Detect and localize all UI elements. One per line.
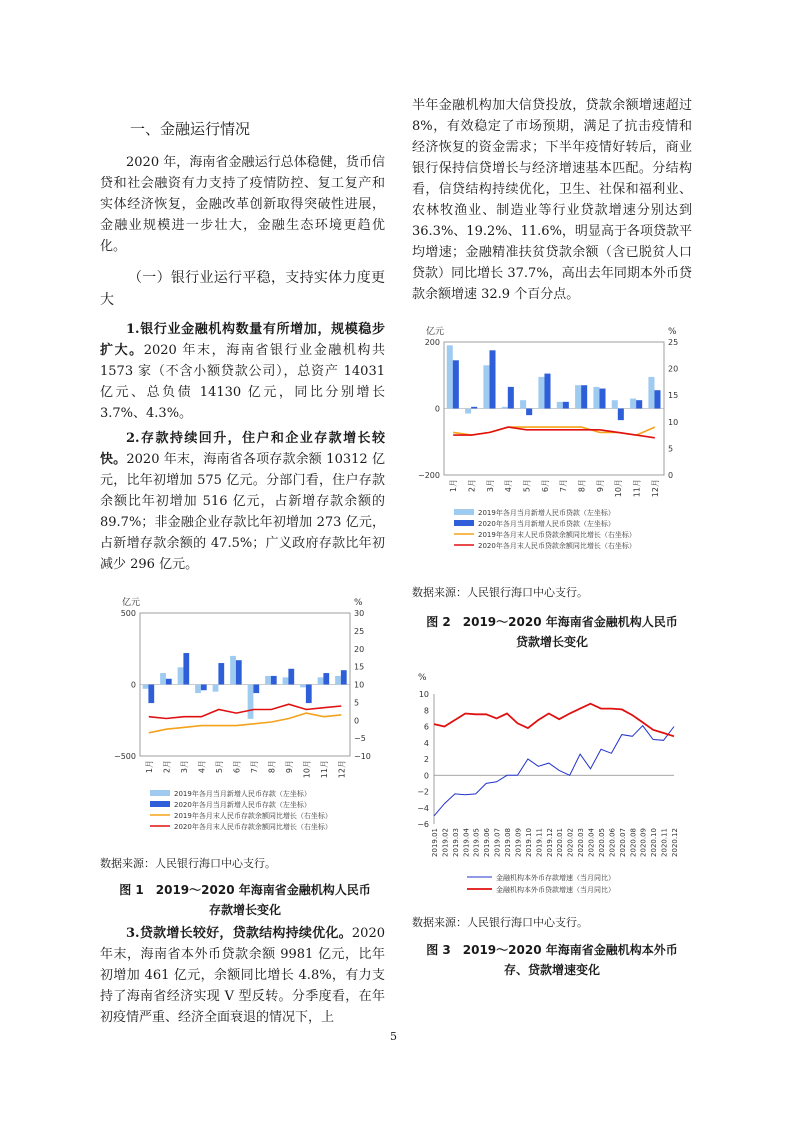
fig1-line-2019 [149, 713, 341, 733]
figure-1-caption-line2: 存款增长变化 [208, 903, 281, 917]
fig2-bar-2019 [447, 345, 453, 408]
paragraph-1 [100, 319, 385, 424]
fig1-right-unit: % [354, 598, 363, 608]
fig3-x-label: 2020.05 [597, 828, 606, 857]
fig1-bar-2019 [143, 685, 149, 689]
fig1-bar-2020 [271, 676, 277, 685]
fig3-y-tick: −4 [417, 803, 429, 813]
fig1-bar-2019 [335, 676, 341, 685]
fig3-y-tick: 4 [423, 738, 429, 748]
fig2-category-label: 8月 [577, 479, 587, 493]
fig1-right-tick: 25 [354, 626, 365, 636]
fig2-right-tick: 15 [668, 391, 679, 401]
fig2-left-tick: −200 [418, 471, 440, 480]
paragraph-3-title: 3.贷款增长较好，贷款结构持续优化。 [126, 926, 352, 941]
fig1-right-tick: 15 [354, 662, 365, 672]
fig3-x-label: 2020.07 [618, 828, 627, 857]
figure-2-chart [412, 318, 702, 573]
figure-3-caption-line1: 图 3 2019～2020 年海南省金融机构本外币 [426, 943, 678, 957]
fig3-x-label: 2019.07 [493, 828, 502, 857]
fig1-bar-2019 [213, 685, 219, 692]
paragraph-3 [100, 923, 385, 1028]
fig1-bar-2020 [201, 685, 207, 691]
fig1-category-label: 8月 [267, 760, 277, 774]
fig1-right-tick: 5 [354, 698, 360, 708]
fig2-legend-label: 2019年各月末人民币贷款余额同比增长（右坐标） [478, 531, 636, 539]
fig2-legend-swatch [454, 520, 474, 526]
fig3-x-label: 2020.12 [671, 828, 679, 857]
fig3-y-tick: 10 [418, 690, 429, 699]
paragraph-2-title: 2.存款持续回升，住户和企业存款增长较快。 [100, 431, 385, 467]
right-column [412, 95, 692, 305]
paragraph-2-text: 2020 年末，海南省各项存款余额 10312 亿元，比年初增加 575 亿元。分部门看，住户存款余额比年初增加 516 亿元，占新增存款余额的 89.7%；非金融企业存款比年初增加 273 亿元，占新增存款余额的 47.5%；广义政府存款比年初减少 296 亿元。 [100, 452, 385, 572]
fig3-y-tick: 8 [423, 706, 429, 716]
fig1-bar-2020 [306, 685, 312, 704]
fig2-legend-swatch [454, 509, 474, 515]
fig3-line-deposit [434, 726, 674, 816]
fig3-x-label: 2020.11 [660, 828, 669, 857]
fig3-x-label: 2019.12 [545, 828, 554, 857]
figure-3-chart [412, 668, 692, 903]
fig2-bar-2020 [453, 360, 459, 408]
fig2-bar-2019 [483, 365, 489, 408]
fig2-bar-2019 [557, 402, 563, 409]
fig2-category-label: 1月 [449, 479, 459, 493]
fig2-category-label: 12月 [650, 479, 660, 498]
fig3-x-label: 2020.03 [577, 828, 586, 857]
fig1-right-tick: −10 [354, 752, 371, 761]
fig1-category-label: 11月 [319, 760, 329, 779]
figure-2-caption-line2: 贷款增长变化 [515, 635, 588, 649]
fig1-category-label: 6月 [232, 760, 242, 774]
fig1-category-label: 10月 [302, 760, 312, 779]
fig2-category-label: 5月 [522, 479, 532, 493]
fig2-category-label: 7月 [559, 479, 569, 493]
fig1-left-tick: 0 [130, 680, 136, 690]
fig1-right-tick: 0 [354, 716, 360, 726]
subheading: （一）银行业运行平稳，支持实体力度更大 [100, 270, 385, 308]
fig3-y-tick: 0 [423, 771, 429, 781]
fig1-bar-2019 [178, 667, 184, 684]
fig1-bar-2020 [183, 653, 189, 684]
fig2-bar-2020 [618, 409, 624, 421]
fig3-x-label: 2019.03 [451, 828, 460, 857]
page-number: 5 [390, 1030, 397, 1043]
fig2-bar-2020 [544, 374, 550, 409]
fig1-category-label: 4月 [197, 760, 207, 774]
fig2-category-label: 2月 [467, 479, 477, 493]
fig2-bar-2020 [599, 389, 605, 409]
figure-1-chart [100, 588, 390, 838]
fig1-bar-2019 [248, 685, 254, 719]
fig1-bar-2019 [300, 685, 306, 688]
fig2-line-2020 [453, 427, 655, 438]
fig3-unit: % [418, 673, 427, 683]
figure-3-caption [412, 940, 692, 980]
fig2-bar-2019 [630, 399, 636, 409]
fig2-bar-2019 [465, 409, 471, 414]
figure-2-source: 数据来源：人民银行海口中心支行。 [412, 586, 588, 599]
fig3-line-loan [434, 704, 674, 737]
fig1-category-label: 9月 [284, 760, 294, 774]
paragraph-1-title: 1.银行业金融机构数量有所增加，规模稳步扩大。 [100, 322, 385, 358]
fig2-bar-2019 [502, 407, 508, 409]
fig2-bar-2020 [471, 407, 477, 409]
paragraph-3-continued: 半年金融机构加大信贷投放，贷款余额增速超过 8%，有效稳定了市场预期，满足了抗击疫情和经济恢复的资金需求；下半年疫情好转后，商业银行保持信贷增长与经济增速基本匹配。分结构看，信贷结构持续优化，卫生、社保和福利业、农林牧渔业、制造业等行业贷款增速分别达到 36.3%、19.2%、11.6%，明显高于各项贷款平均增速；金融精准扶贫贷款余额（含已脱贫人口贷款）同比增长 37.7%，高出去年同期本外币贷款余额增速 32.9 个百分点。 [412, 98, 692, 302]
paragraph-2 [100, 428, 385, 575]
fig1-bar-2020 [288, 669, 294, 685]
fig1-legend-label: 2020年各月末人民币存款余额同比增长（右坐标） [174, 823, 332, 831]
fig3-x-label: 2020.04 [587, 828, 596, 857]
fig2-legend-label: 2020年各月当月新增人民币贷款（左坐标） [478, 520, 615, 528]
fig2-bar-2019 [575, 385, 581, 408]
fig1-bar-2019 [283, 677, 289, 684]
fig3-x-label: 2020.06 [608, 828, 617, 857]
fig1-legend-swatch [150, 801, 170, 807]
fig3-x-label: 2020.10 [650, 828, 659, 857]
fig2-category-label: 6月 [540, 479, 550, 493]
fig2-right-tick: 0 [668, 471, 674, 480]
intro-paragraph: 2020 年，海南省金融运行总体稳健，货币信贷和社会融资有力支持了疫情防控、复工复产和实体经济恢复，金融改革创新取得突破性进展，金融业规模进一步壮大，金融生态环境更趋优化。 [100, 155, 385, 254]
fig1-legend-label: 2020年各月当月新增人民币存款（左坐标） [174, 801, 311, 809]
fig3-x-label: 2019.09 [514, 828, 523, 857]
fig3-legend-label: 金融机构本外币贷款增速（当月同比） [496, 886, 615, 894]
fig2-bar-2020 [489, 350, 495, 408]
fig1-category-label: 3月 [179, 760, 189, 774]
fig3-x-label: 2020.09 [639, 828, 648, 857]
fig1-bar-2020 [148, 685, 154, 704]
fig2-right-tick: 5 [668, 444, 674, 454]
fig1-legend-label: 2019年各月末人民币存款余额同比增长（右坐标） [174, 812, 332, 820]
fig1-bar-2019 [265, 676, 271, 685]
fig1-bar-2020 [166, 679, 172, 685]
fig3-x-label: 2019.11 [535, 828, 544, 857]
fig2-bar-2020 [654, 390, 660, 408]
fig1-right-tick: 10 [354, 680, 365, 690]
fig1-right-tick: −5 [354, 734, 366, 744]
fig2-legend-label: 2020年各月末人民币贷款余额同比增长（右坐标） [478, 542, 636, 550]
fig2-category-label: 9月 [595, 479, 605, 493]
fig2-left-unit: 亿元 [426, 327, 445, 337]
fig2-category-label: 4月 [504, 479, 514, 493]
fig2-bar-2020 [526, 409, 532, 416]
fig2-bar-2019 [520, 400, 526, 408]
fig1-bar-2020 [323, 673, 329, 684]
fig1-legend-swatch [150, 790, 170, 796]
fig1-right-tick: 30 [354, 609, 365, 618]
fig1-category-label: 2月 [162, 760, 172, 774]
fig1-right-tick: 20 [354, 644, 365, 654]
fig1-bar-2019 [195, 685, 201, 694]
fig3-x-label: 2020.01 [556, 828, 565, 857]
paragraph-3-text: 2020 年末，海南省本外币贷款余额 9981 亿元，比年初增加 461 亿元，余额同比增长 4.8%，有力支持了海南省经济实现 V 型反转。分季度看，在年初疫情严重、经济全面衰退的情况下，上 [100, 926, 385, 1025]
fig2-bar-2019 [538, 377, 544, 409]
fig2-left-tick: 200 [424, 338, 440, 347]
fig2-right-tick: 20 [668, 364, 679, 374]
fig2-bar-2020 [636, 400, 642, 408]
paragraph-1-text: 2020 年末，海南省银行业金融机构共 1573 家（不含小额贷款公司），总资产 14031 亿元、总负债 14130 亿元，同比分别增长 3.7%、4.3%。 [100, 343, 385, 421]
section-heading: 一、金融运行情况 [130, 120, 251, 138]
fig3-x-label: 2019.06 [483, 828, 492, 857]
fig3-x-label: 2019.08 [504, 828, 513, 857]
fig3-y-tick: 6 [423, 722, 429, 732]
fig2-right-tick: 25 [668, 338, 679, 347]
fig1-bar-2020 [341, 670, 347, 684]
left-column [100, 118, 385, 575]
fig3-x-label: 2020.02 [566, 828, 575, 857]
fig3-x-label: 2019.04 [462, 828, 471, 857]
fig1-category-label: 5月 [214, 760, 224, 774]
figure-2-caption [412, 612, 692, 652]
fig1-bar-2019 [230, 656, 236, 685]
fig3-y-tick: −2 [417, 787, 429, 797]
figure-1-source: 数据来源：人民银行海口中心支行。 [100, 857, 276, 870]
fig1-bar-2020 [236, 660, 242, 684]
figure-2-caption-line1: 图 2 2019～2020 年海南省金融机构人民币 [426, 615, 678, 629]
fig2-bar-2020 [508, 387, 514, 409]
fig2-left-tick: 0 [434, 404, 440, 414]
fig1-line-2020 [149, 704, 341, 718]
fig2-bar-2019 [612, 400, 618, 408]
figure-1-caption-line1: 图 1 2019～2020 年海南省金融机构人民币 [119, 883, 371, 897]
fig2-bar-2020 [563, 402, 569, 409]
fig1-bar-2019 [160, 673, 166, 684]
fig2-legend-label: 2019年各月当月新增人民币贷款（左坐标） [478, 509, 615, 517]
fig2-category-label: 3月 [485, 479, 495, 493]
fig2-category-label: 10月 [614, 479, 624, 498]
fig2-right-unit: % [668, 327, 677, 337]
fig1-left-tick: 500 [120, 609, 136, 618]
fig3-x-label: 2019.01 [431, 828, 439, 857]
fig1-bar-2020 [253, 685, 259, 694]
figure-3-caption-line2: 存、贷款增速变化 [503, 963, 600, 977]
fig1-bar-2019 [318, 677, 324, 684]
fig1-bar-2020 [218, 663, 224, 684]
fig2-right-tick: 10 [668, 417, 679, 427]
fig3-y-tick: −6 [417, 820, 429, 829]
fig1-legend-label: 2019年各月当月新增人民币存款（左坐标） [174, 790, 311, 798]
fig3-x-label: 2019.10 [524, 828, 533, 857]
fig1-category-label: 1月 [144, 760, 154, 774]
fig2-category-label: 11月 [632, 479, 642, 498]
figure-3-source: 数据来源：人民银行海口中心支行。 [412, 916, 588, 929]
figure-1-caption [100, 880, 390, 920]
fig1-category-label: 12月 [337, 760, 347, 779]
fig3-x-label: 2019.05 [472, 828, 481, 857]
fig1-left-tick: −500 [114, 752, 136, 761]
fig3-y-tick: 2 [423, 755, 429, 764]
fig3-legend-label: 金融机构本外币存款增速（当月同比） [496, 874, 615, 882]
fig1-category-label: 7月 [249, 760, 259, 774]
fig1-left-unit: 亿元 [122, 598, 141, 608]
fig2-bar-2020 [581, 385, 587, 408]
fig3-x-label: 2019.02 [441, 828, 450, 857]
fig2-bar-2019 [593, 387, 599, 409]
fig2-bar-2019 [648, 377, 654, 409]
fig3-x-label: 2020.08 [629, 828, 638, 857]
